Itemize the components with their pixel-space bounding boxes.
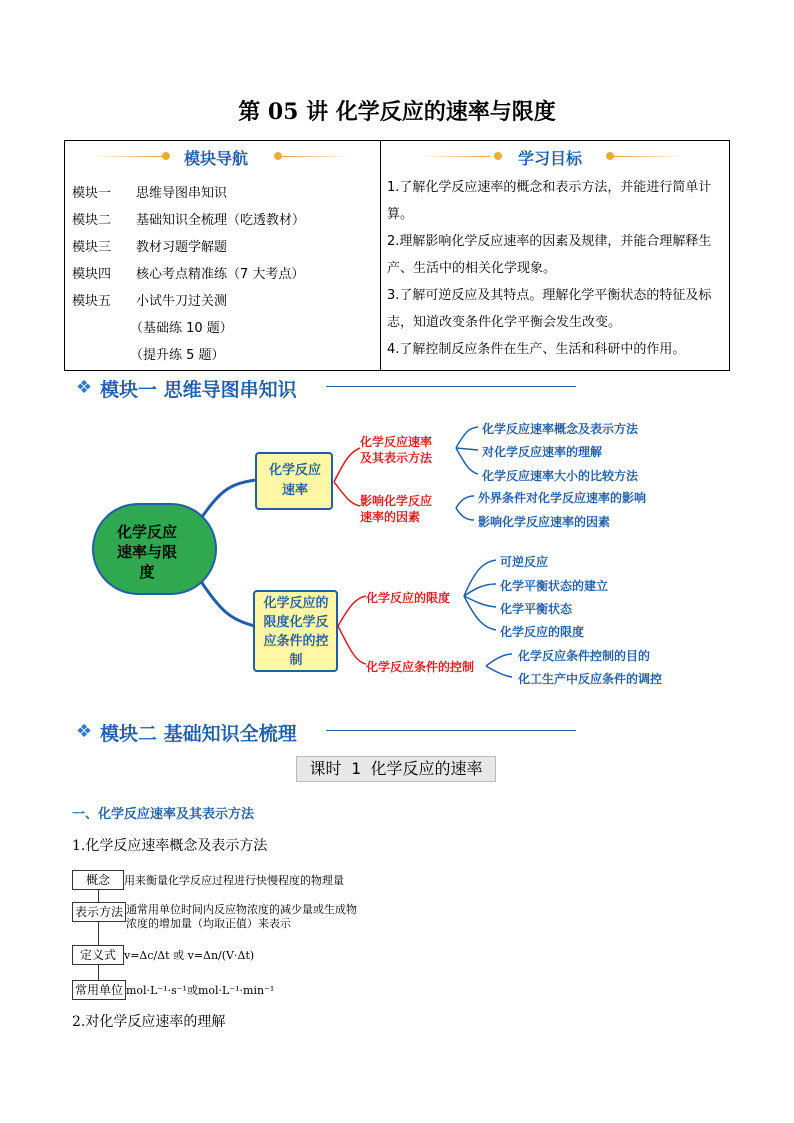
mindmap-leaf: 化学平衡状态 [500,602,573,616]
header-line [614,156,684,157]
mindmap-branch-label: 化学反应的限度化学反应条件的控制 [263,596,329,668]
mindmap-leaf: 影响化学反应速率的因素 [478,515,611,529]
diamond-icon: ❖ [76,377,93,398]
diamond-icon: ❖ [76,721,93,742]
nav-value: （提升练 5 题） [130,348,225,363]
mindmap-sub-label: 化学反应速率及其表示方法 [360,435,433,465]
mindmap-branch-label: 化学反应速率 [268,463,321,498]
diagram-text: 用来衡量化学反应过程进行快慢程度的物理量 [124,874,344,887]
section-line [326,730,576,731]
mindmap-leaf: 可逆反应 [500,555,549,569]
nav-key: 模块一 [72,186,112,201]
diagram-text: 通常用单位时间内反应物浓度的减少量或生成物浓度的增加量（均取正值）来表示 [126,903,357,930]
mindmap-leaf: 化学反应速率概念及表示方法 [482,422,639,436]
header-line [282,156,352,157]
goal-item: 1.了解化学反应速率的概念和表示方法，并能进行简单计算。 [387,180,712,222]
mindmap-leaf: 化工生产中反应条件的调控 [518,672,663,686]
goal-item: 3.了解可逆反应及其特点。理解化学平衡状态的特征及标志，知道改变条件化学平衡会发生改变。 [387,288,712,330]
nav-key: 模块五 [72,294,112,309]
heading-3: 2.对化学反应速率的理解 [72,1014,226,1030]
nav-value: 思维导图串知识 [136,186,228,201]
nav-value: 核心考点精准练（7 大考点） [136,267,305,282]
mindmap-leaf: 化学平衡状态的建立 [500,579,609,593]
goal-header: 学习目标 [518,149,583,168]
mindmap-leaf: 外界条件对化学反应速率的影响 [478,491,647,505]
mindmap-leaf: 化学反应的限度 [500,625,585,639]
diagram-label-box: 概念 [72,870,124,890]
nav-key: 模块二 [72,213,112,228]
header-dot-icon [162,152,170,160]
section-title: 模块一 思维导图串知识 [100,379,297,401]
diagram-text: mol·L⁻¹·s⁻¹或mol·L⁻¹·min⁻¹ [126,984,275,997]
goal-item: 2.理解影响化学反应速率的因素及规律，并能合理解释生产、生活中的相关化学现象。 [387,234,712,276]
nav-key: 模块三 [72,240,112,255]
header-line [92,156,162,157]
mindmap-leaf: 化学反应速率大小的比较方法 [482,469,639,483]
diagram-text: v=Δc/Δt 或 v=Δn/(V·Δt) [124,949,255,962]
heading-2: 1.化学反应速率概念及表示方法 [72,838,268,854]
nav-value: 教材习题学解题 [136,240,228,255]
section-line [326,386,576,387]
page-title: 第 05 讲 化学反应的速率与限度 [238,99,556,125]
diagram-label-box: 常用单位 [72,980,126,1000]
diagram-label-box: 定义式 [72,945,124,965]
header-line [420,156,490,157]
header-dot-icon [606,152,614,160]
mindmap-sub-label: 化学反应的限度 [366,591,451,605]
header-dot-icon [494,152,502,160]
table-divider [380,140,381,371]
heading-1: 一、化学反应速率及其表示方法 [72,807,255,822]
section-title: 模块二 基础知识全梳理 [100,723,297,745]
nav-key: 模块四 [72,267,112,282]
mindmap-center-label: 化学反应速率与限度 [116,523,177,581]
goal-item: 4.了解控制反应条件在生产、生活和科研中的作用。 [387,342,686,357]
mindmap-sub-label: 影响化学反应速率的因素 [360,494,433,524]
nav-value: （基础练 10 题） [130,321,233,336]
mindmap-leaf: 化学反应条件控制的目的 [518,649,651,663]
nav-value: 小试牛刀过关测 [136,294,228,309]
mindmap-leaf: 对化学反应速率的理解 [482,445,603,459]
diagram-label-box: 表示方法 [72,902,126,922]
nav-header: 模块导航 [184,149,249,168]
mindmap-sub-label: 化学反应条件的控制 [366,660,475,674]
nav-value: 基础知识全梳理（吃透教材） [136,213,306,228]
lesson-banner: 课时 1 化学反应的速率 [296,756,496,782]
header-dot-icon [274,152,282,160]
